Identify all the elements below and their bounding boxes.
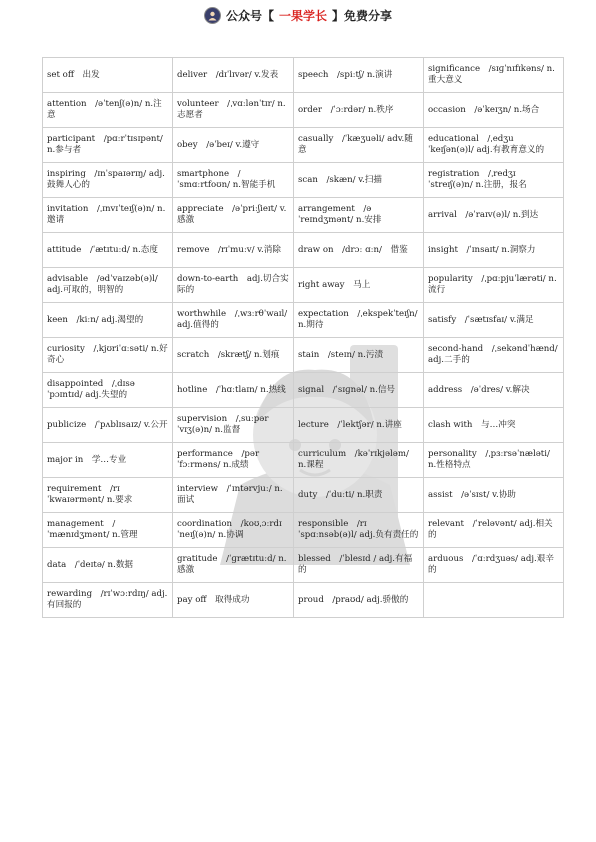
table-row [43,443,564,478]
table-row [43,303,564,338]
table-row [43,513,564,548]
vocab-cell: second-hand /ˌsekəndˈhænd/ adj.二手的 [424,338,564,373]
vocab-cell: publicize /ˈpʌblɪsaɪz/ v.公开 [43,408,173,443]
vocab-cell: management /ˈmænɪdʒmənt/ n.管理 [43,513,173,548]
vocab-cell: major in 学…专业 [43,443,173,478]
vocab-cell [424,583,564,618]
header-suffix: 】免费分享 [332,8,393,23]
vocab-cell: worthwhile /ˌwɜːrθˈwaɪl/ adj.值得的 [173,303,294,338]
table-row [43,478,564,513]
vocab-cell: relevant /ˈreləvənt/ adj.相关的 [424,513,564,548]
vocab-cell: attitude /ˈætɪtuːd/ n.态度 [43,233,173,268]
table-row [43,128,564,163]
vocab-cell: insight /ˈɪnsaɪt/ n.洞察力 [424,233,564,268]
table-row [43,583,564,618]
vocab-cell: volunteer /ˌvɑːlənˈtɪr/ n.志愿者 [173,93,294,128]
vocab-cell: casually /ˈkæʒuəli/ adv.随意 [294,128,424,163]
vocab-cell: set off 出发 [43,58,173,93]
avatar-icon [204,7,221,24]
vocab-cell: arduous /ˈɑːrdʒuəs/ adj.艰辛的 [424,548,564,583]
vocab-cell: arrangement /əˈreɪndʒmənt/ n.安排 [294,198,424,233]
vocab-cell: advisable /ədˈvaɪzəb(ə)l/ adj.可取的，明智的 [43,268,173,303]
vocab-cell: signal /ˈsɪɡnəl/ n.信号 [294,373,424,408]
vocab-cell: assist /əˈsɪst/ v.协助 [424,478,564,513]
vocab-cell: scan /skæn/ v.扫描 [294,163,424,198]
vocab-cell: attention /əˈtenʃ(ə)n/ n.注意 [43,93,173,128]
vocab-cell: down-to-earth adj.切合实际的 [173,268,294,303]
table-row [43,233,564,268]
vocab-cell: participant /pɑːrˈtɪsɪpənt/ n.参与者 [43,128,173,163]
vocab-cell: keen /kiːn/ adj.渴望的 [43,303,173,338]
table-row [43,58,564,93]
vocab-cell: performance /pərˈfɔːrməns/ n.成绩 [173,443,294,478]
vocab-cell: deliver /dɪˈlɪvər/ v.发表 [173,58,294,93]
vocab-cell: curriculum /kəˈrɪkjələm/ n.课程 [294,443,424,478]
vocab-cell: clash with 与…冲突 [424,408,564,443]
vocab-cell: supervision /ˌsuːpərˈvɪʒ(ə)n/ n.监督 [173,408,294,443]
vocab-cell: personality /ˌpɜːrsəˈnæləti/ n.性格特点 [424,443,564,478]
vocab-cell: expectation /ˌekspekˈteɪʃn/ n.期待 [294,303,424,338]
vocab-cell: pay off 取得成功 [173,583,294,618]
header-brand: 一果学长 [278,8,327,23]
table-row [43,163,564,198]
vocab-cell: invitation /ˌɪnvɪˈteɪʃ(ə)n/ n.邀请 [43,198,173,233]
vocab-cell: data /ˈdeɪtə/ n.数据 [43,548,173,583]
vocab-cell: coordination /koʊˌɔːrdɪˈneɪʃ(ə)n/ n.协调 [173,513,294,548]
vocab-cell: blessed /ˈblesɪd / adj.有福的 [294,548,424,583]
vocab-cell: stain /steɪn/ n.污渍 [294,338,424,373]
vocab-cell: draw on /drɔː ɑːn/ 借鉴 [294,233,424,268]
table-row [43,93,564,128]
vocab-cell: disappointed /ˌdɪsəˈpɔɪntɪd/ adj.失望的 [43,373,173,408]
vocab-cell: gratitude /ˈɡrætɪtuːd/ n.感激 [173,548,294,583]
vocab-cell: significance /sɪɡˈnɪfɪkəns/ n.重大意义 [424,58,564,93]
vocabulary-table [42,57,564,618]
vocab-cell: duty /ˈduːti/ n.职责 [294,478,424,513]
vocab-cell: registration /ˌredʒɪˈstreɪʃ(ə)n/ n.注册，报名 [424,163,564,198]
table-row [43,408,564,443]
vocab-cell: interview /ˈɪntərvjuː/ n.面试 [173,478,294,513]
page-header [0,5,596,25]
vocab-cell: remove /rɪˈmuːv/ v.消除 [173,233,294,268]
table-row [43,198,564,233]
vocab-cell: order /ˈɔːrdər/ n.秩序 [294,93,424,128]
vocab-cell: scratch /skrætʃ/ n.划痕 [173,338,294,373]
vocab-cell: hotline /ˈhɑːtlaɪn/ n.热线 [173,373,294,408]
vocab-cell: curiosity /ˌkjʊriˈɑːsəti/ n.好奇心 [43,338,173,373]
vocab-cell: inspiring /ɪnˈspaɪərɪŋ/ adj.鼓舞人心的 [43,163,173,198]
vocab-cell: right away 马上 [294,268,424,303]
vocab-cell: arrival /əˈraɪv(ə)l/ n.到达 [424,198,564,233]
vocab-cell: satisfy /ˈsætɪsfaɪ/ v.满足 [424,303,564,338]
vocab-cell: lecture /ˈlektʃər/ n.讲座 [294,408,424,443]
vocab-cell: rewarding /rɪˈwɔːrdɪŋ/ adj.有回报的 [43,583,173,618]
table-row [43,338,564,373]
vocab-cell: educational /ˌedʒuˈkeɪʃən(ə)l/ adj.有教育意义的 [424,128,564,163]
table-row [43,373,564,408]
vocab-cell: popularity /ˌpɑːpjuˈlærəti/ n.流行 [424,268,564,303]
vocab-cell: address /əˈdres/ v.解决 [424,373,564,408]
vocab-cell: proud /praʊd/ adj.骄傲的 [294,583,424,618]
vocab-cell: requirement /rɪˈkwaɪərmənt/ n.要求 [43,478,173,513]
header-prefix: 公众号【 [225,8,274,23]
table-row [43,268,564,303]
vocab-cell: occasion /əˈkeɪʒn/ n.场合 [424,93,564,128]
vocab-cell: appreciate /əˈpriːʃieɪt/ v.感激 [173,198,294,233]
table-row [43,548,564,583]
vocab-cell: smartphone /ˈsmɑːrtfoʊn/ n.智能手机 [173,163,294,198]
vocab-cell: speech /spiːtʃ/ n.演讲 [294,58,424,93]
vocab-cell: obey /əˈbeɪ/ v.遵守 [173,128,294,163]
vocab-cell: responsible /rɪˈspɑːnsəb(ə)l/ adj.负有责任的 [294,513,424,548]
